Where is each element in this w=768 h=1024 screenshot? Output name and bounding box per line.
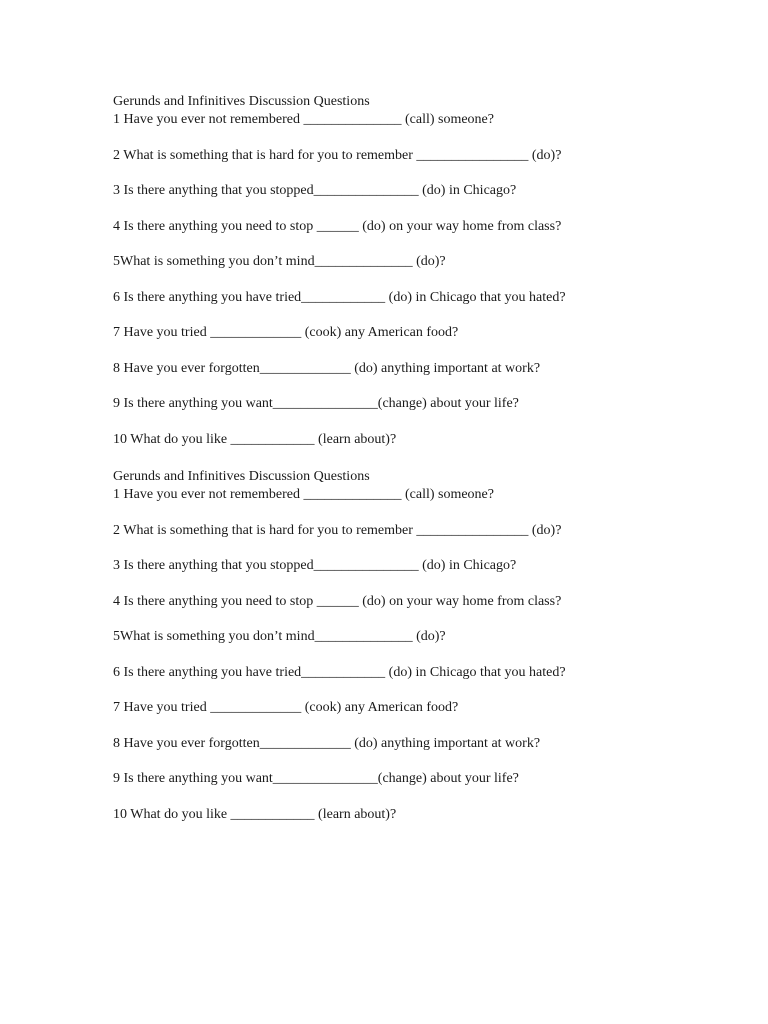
worksheet-section-2 (113, 469, 733, 823)
question-5: 5What is something you don’t mind______________ (do)? (113, 629, 446, 644)
question-4: 4 Is there anything you need to stop ______ (do) on your way home from class? (113, 593, 562, 609)
worksheet-title: Gerunds and Infinitives Discussion Questions (113, 469, 370, 484)
question-4: 4 Is there anything you need to stop ______ (do) on your way home from class? (113, 218, 562, 234)
worksheet-section-1 (113, 94, 733, 448)
question-2: 2 What is something that is hard for you to remember ________________ (do)? (113, 522, 562, 538)
question-7: 7 Have you tried _____________ (cook) any American food? (113, 700, 459, 715)
question-10: 10 What do you like ____________ (learn about)? (113, 431, 397, 447)
question-1: 1 Have you ever not remembered ______________ (call) someone? (113, 112, 494, 127)
question-2: 2 What is something that is hard for you to remember ________________ (do)? (113, 147, 562, 163)
question-9: 9 Is there anything you want_______________(change) about your life? (113, 396, 519, 411)
question-7: 7 Have you tried _____________ (cook) any American food? (113, 325, 459, 340)
question-3: 3 Is there anything that you stopped_______________ (do) in Chicago? (113, 558, 517, 573)
question-9: 9 Is there anything you want_______________(change) about your life? (113, 771, 519, 786)
question-3: 3 Is there anything that you stopped_______________ (do) in Chicago? (113, 183, 517, 198)
question-8: 8 Have you ever forgotten_____________ (do) anything important at work? (113, 360, 541, 376)
question-1: 1 Have you ever not remembered ______________ (call) someone? (113, 487, 494, 502)
question-6: 6 Is there anything you have tried____________ (do) in Chicago that you hated? (113, 664, 566, 680)
question-10: 10 What do you like ____________ (learn about)? (113, 806, 397, 822)
question-8: 8 Have you ever forgotten_____________ (do) anything important at work? (113, 735, 541, 751)
worksheet-title: Gerunds and Infinitives Discussion Questions (113, 94, 370, 109)
question-6: 6 Is there anything you have tried____________ (do) in Chicago that you hated? (113, 289, 566, 305)
question-5: 5What is something you don’t mind______________ (do)? (113, 254, 446, 269)
